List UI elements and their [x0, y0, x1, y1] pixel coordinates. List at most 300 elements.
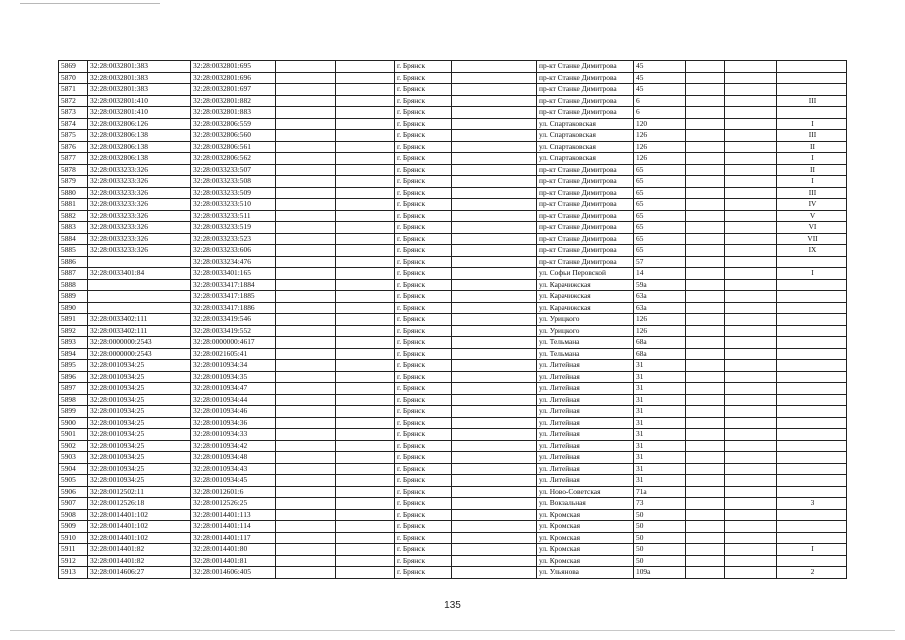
cell-empty — [452, 256, 537, 268]
cell-empty — [276, 463, 336, 475]
cell-cad: 32:28:0032801:697 — [191, 84, 276, 96]
cell-flat: III — [777, 130, 847, 142]
cell-cad-parent: 32:28:0010934:25 — [88, 394, 191, 406]
cell-empty — [452, 222, 537, 234]
cell-empty — [276, 222, 336, 234]
cell-empty — [336, 199, 395, 211]
cell-n: 5884 — [59, 233, 88, 245]
cell-cad: 32:28:0032806:559 — [191, 118, 276, 130]
table-row — [59, 521, 847, 533]
cell-house: 65 — [634, 233, 686, 245]
cell-cad: 32:28:0014606:405 — [191, 567, 276, 579]
cell-empty — [276, 291, 336, 303]
cell-empty — [452, 498, 537, 510]
cell-empty — [276, 153, 336, 165]
cell-empty — [725, 130, 777, 142]
cell-house: 126 — [634, 153, 686, 165]
cell-empty — [336, 141, 395, 153]
cell-city: г. Брянск — [395, 245, 452, 257]
cell-cad: 32:28:0010934:43 — [191, 463, 276, 475]
cell-cad-parent — [88, 256, 191, 268]
cell-house: 45 — [634, 61, 686, 73]
cell-flat: III — [777, 95, 847, 107]
cell-cad: 32:28:0032801:696 — [191, 72, 276, 84]
cell-empty — [336, 130, 395, 142]
cell-cad: 32:28:0010934:34 — [191, 360, 276, 372]
cell-empty — [452, 95, 537, 107]
cell-empty — [452, 360, 537, 372]
cell-empty — [686, 95, 725, 107]
cell-empty — [686, 141, 725, 153]
cell-empty — [725, 291, 777, 303]
cell-street: ул. Литейная — [537, 463, 634, 475]
table-row — [59, 509, 847, 521]
table-row — [59, 245, 847, 257]
cell-street: ул. Кромская — [537, 509, 634, 521]
cell-cad-parent: 32:28:0032806:138 — [88, 153, 191, 165]
table-row — [59, 279, 847, 291]
cell-empty — [686, 199, 725, 211]
cell-empty — [276, 440, 336, 452]
cell-n: 5878 — [59, 164, 88, 176]
cell-n: 5910 — [59, 532, 88, 544]
cell-empty — [276, 325, 336, 337]
cell-city: г. Брянск — [395, 107, 452, 119]
cell-n: 5893 — [59, 337, 88, 349]
cell-empty — [336, 371, 395, 383]
cell-empty — [336, 452, 395, 464]
cell-empty — [336, 164, 395, 176]
cell-city: г. Брянск — [395, 130, 452, 142]
table-row — [59, 164, 847, 176]
cell-empty — [276, 544, 336, 556]
cell-empty — [336, 245, 395, 257]
registry-rows — [59, 61, 847, 579]
cell-empty — [336, 417, 395, 429]
cell-cad-parent: 32:28:0032806:126 — [88, 118, 191, 130]
cell-empty — [452, 371, 537, 383]
cell-empty — [336, 233, 395, 245]
cell-empty — [686, 222, 725, 234]
cell-empty — [452, 233, 537, 245]
cell-empty — [686, 509, 725, 521]
cell-empty — [276, 95, 336, 107]
cell-empty — [725, 199, 777, 211]
cell-flat — [777, 452, 847, 464]
cell-empty — [725, 429, 777, 441]
cell-empty — [276, 498, 336, 510]
cell-street: пр-кт Станке Димитрова — [537, 72, 634, 84]
cell-city: г. Брянск — [395, 72, 452, 84]
cell-empty — [276, 302, 336, 314]
cell-house: 50 — [634, 509, 686, 521]
cell-empty — [452, 383, 537, 395]
cell-city: г. Брянск — [395, 291, 452, 303]
cell-n: 5892 — [59, 325, 88, 337]
cell-n: 5896 — [59, 371, 88, 383]
cell-empty — [725, 279, 777, 291]
cell-n: 5883 — [59, 222, 88, 234]
cell-cad: 32:28:0033417:1886 — [191, 302, 276, 314]
cell-empty — [686, 245, 725, 257]
cell-city: г. Брянск — [395, 268, 452, 280]
cell-city: г. Брянск — [395, 371, 452, 383]
cell-flat: VII — [777, 233, 847, 245]
scan-edge-line — [20, 3, 160, 4]
cell-empty — [725, 475, 777, 487]
cell-empty — [276, 256, 336, 268]
cell-street: ул. Литейная — [537, 475, 634, 487]
cell-empty — [452, 118, 537, 130]
cell-cad-parent: 32:28:0033401:84 — [88, 268, 191, 280]
cell-street: ул. Карачижская — [537, 302, 634, 314]
cell-flat — [777, 509, 847, 521]
cell-empty — [276, 107, 336, 119]
cell-empty — [452, 475, 537, 487]
cell-empty — [452, 337, 537, 349]
cell-empty — [686, 567, 725, 579]
table-row — [59, 555, 847, 567]
cell-empty — [686, 268, 725, 280]
cell-empty — [336, 291, 395, 303]
cell-cad: 32:28:0012526:25 — [191, 498, 276, 510]
cell-empty — [452, 544, 537, 556]
cell-empty — [686, 544, 725, 556]
cell-cad-parent — [88, 279, 191, 291]
cell-house: 126 — [634, 314, 686, 326]
cell-empty — [336, 279, 395, 291]
cell-house: 31 — [634, 452, 686, 464]
cell-flat: IX — [777, 245, 847, 257]
cell-n: 5873 — [59, 107, 88, 119]
cell-house: 31 — [634, 463, 686, 475]
cell-empty — [452, 463, 537, 475]
cell-empty — [686, 130, 725, 142]
cell-cad: 32:28:0033234:476 — [191, 256, 276, 268]
cell-house: 65 — [634, 245, 686, 257]
cell-city: г. Брянск — [395, 222, 452, 234]
cell-city: г. Брянск — [395, 187, 452, 199]
table-row — [59, 291, 847, 303]
cell-cad: 32:28:0033233:508 — [191, 176, 276, 188]
cell-cad-parent: 32:28:0012502:11 — [88, 486, 191, 498]
table-row — [59, 222, 847, 234]
cell-flat — [777, 72, 847, 84]
cell-city: г. Брянск — [395, 337, 452, 349]
cell-flat — [777, 521, 847, 533]
cell-house: 57 — [634, 256, 686, 268]
cell-n: 5869 — [59, 61, 88, 73]
cell-empty — [725, 417, 777, 429]
cell-city: г. Брянск — [395, 498, 452, 510]
cell-empty — [725, 118, 777, 130]
cell-cad-parent: 32:28:0010934:25 — [88, 417, 191, 429]
cell-street: ул. Тельмана — [537, 337, 634, 349]
cell-n: 5888 — [59, 279, 88, 291]
cell-cad: 32:28:0033233:606 — [191, 245, 276, 257]
cell-street: ул. Литейная — [537, 383, 634, 395]
table-row — [59, 314, 847, 326]
cell-cad: 32:28:0014401:113 — [191, 509, 276, 521]
cell-cad-parent: 32:28:0010934:25 — [88, 383, 191, 395]
cell-empty — [686, 521, 725, 533]
cell-n: 5909 — [59, 521, 88, 533]
cell-house: 65 — [634, 176, 686, 188]
cell-empty — [276, 245, 336, 257]
table-row — [59, 256, 847, 268]
table-row — [59, 417, 847, 429]
cell-n: 5913 — [59, 567, 88, 579]
cell-street: ул. Кромская — [537, 521, 634, 533]
cell-empty — [452, 429, 537, 441]
cell-empty — [276, 521, 336, 533]
cell-flat — [777, 429, 847, 441]
cell-street: ул. Карачижская — [537, 279, 634, 291]
cell-street: ул. Литейная — [537, 371, 634, 383]
cell-cad-parent: 32:28:0033233:326 — [88, 210, 191, 222]
cell-empty — [336, 509, 395, 521]
cell-empty — [336, 84, 395, 96]
cell-empty — [725, 383, 777, 395]
cell-n: 5875 — [59, 130, 88, 142]
table-row — [59, 199, 847, 211]
cell-city: г. Брянск — [395, 544, 452, 556]
cell-empty — [336, 532, 395, 544]
cell-cad-parent: 32:28:0033233:326 — [88, 233, 191, 245]
cell-empty — [725, 371, 777, 383]
cell-empty — [336, 325, 395, 337]
cell-street: пр-кт Станке Димитрова — [537, 187, 634, 199]
cell-empty — [686, 337, 725, 349]
cell-cad-parent: 32:28:0033233:326 — [88, 176, 191, 188]
cell-street: пр-кт Станке Димитрова — [537, 245, 634, 257]
table-row — [59, 84, 847, 96]
cell-empty — [452, 302, 537, 314]
cell-cad: 32:28:0021605:41 — [191, 348, 276, 360]
cell-street: ул. Урицкого — [537, 325, 634, 337]
cell-empty — [276, 371, 336, 383]
cell-n: 5899 — [59, 406, 88, 418]
cell-flat: 2 — [777, 567, 847, 579]
cell-empty — [336, 567, 395, 579]
cell-city: г. Брянск — [395, 233, 452, 245]
cell-flat — [777, 555, 847, 567]
cell-flat — [777, 486, 847, 498]
cell-empty — [725, 187, 777, 199]
cell-city: г. Брянск — [395, 84, 452, 96]
table-row — [59, 176, 847, 188]
cell-cad: 32:28:0010934:35 — [191, 371, 276, 383]
cell-house: 63а — [634, 291, 686, 303]
cell-cad-parent: 32:28:0000000:2543 — [88, 337, 191, 349]
cell-empty — [336, 95, 395, 107]
cell-n: 5903 — [59, 452, 88, 464]
table-row — [59, 463, 847, 475]
cell-street: ул. Тельмана — [537, 348, 634, 360]
cell-empty — [276, 314, 336, 326]
cell-empty — [686, 256, 725, 268]
cell-cad: 32:28:0033417:1885 — [191, 291, 276, 303]
cell-empty — [452, 452, 537, 464]
cell-house: 50 — [634, 532, 686, 544]
cell-house: 31 — [634, 417, 686, 429]
cell-street: пр-кт Станке Димитрова — [537, 84, 634, 96]
table-row — [59, 371, 847, 383]
cell-house: 31 — [634, 440, 686, 452]
cell-cad-parent: 32:28:0033233:326 — [88, 245, 191, 257]
cell-street: пр-кт Станке Димитрова — [537, 61, 634, 73]
cell-empty — [725, 153, 777, 165]
cell-cad: 32:28:0032801:883 — [191, 107, 276, 119]
cell-empty — [725, 463, 777, 475]
cell-cad-parent: 32:28:0033233:326 — [88, 187, 191, 199]
cell-cad-parent: 32:28:0033233:326 — [88, 222, 191, 234]
cell-empty — [725, 268, 777, 280]
cell-city: г. Брянск — [395, 360, 452, 372]
cell-empty — [276, 61, 336, 73]
cell-cad-parent: 32:28:0032801:383 — [88, 72, 191, 84]
cell-cad: 32:28:0014401:114 — [191, 521, 276, 533]
cell-house: 45 — [634, 84, 686, 96]
cell-street: ул. Ульянова — [537, 567, 634, 579]
cell-empty — [336, 544, 395, 556]
cell-house: 45 — [634, 72, 686, 84]
table-row — [59, 187, 847, 199]
cell-empty — [336, 187, 395, 199]
cell-cad-parent: 32:28:0012526:18 — [88, 498, 191, 510]
cell-empty — [686, 164, 725, 176]
cell-house: 50 — [634, 544, 686, 556]
cell-n: 5880 — [59, 187, 88, 199]
table-row — [59, 360, 847, 372]
registry-table — [58, 60, 847, 579]
cell-cad-parent: 32:28:0010934:25 — [88, 452, 191, 464]
cell-empty — [686, 417, 725, 429]
cell-empty — [276, 337, 336, 349]
cell-city: г. Брянск — [395, 210, 452, 222]
cell-empty — [452, 107, 537, 119]
cell-n: 5908 — [59, 509, 88, 521]
cell-empty — [686, 302, 725, 314]
cell-empty — [452, 199, 537, 211]
cell-empty — [452, 153, 537, 165]
cell-cad-parent: 32:28:0033233:326 — [88, 199, 191, 211]
cell-empty — [686, 394, 725, 406]
cell-empty — [452, 406, 537, 418]
cell-cad-parent: 32:28:0032801:383 — [88, 84, 191, 96]
cell-empty — [686, 371, 725, 383]
cell-empty — [725, 509, 777, 521]
table-row — [59, 348, 847, 360]
cell-house: 126 — [634, 141, 686, 153]
cell-street: ул. Литейная — [537, 429, 634, 441]
cell-empty — [725, 302, 777, 314]
cell-cad-parent: 32:28:0010934:25 — [88, 475, 191, 487]
cell-n: 5895 — [59, 360, 88, 372]
cell-n: 5877 — [59, 153, 88, 165]
table-row — [59, 498, 847, 510]
cell-empty — [725, 222, 777, 234]
cell-street: пр-кт Станке Димитрова — [537, 95, 634, 107]
cell-empty — [686, 360, 725, 372]
cell-empty — [725, 360, 777, 372]
cell-street: ул. Софьи Перовской — [537, 268, 634, 280]
cell-empty — [452, 84, 537, 96]
cell-house: 126 — [634, 325, 686, 337]
cell-flat — [777, 84, 847, 96]
cell-empty — [276, 210, 336, 222]
cell-empty — [336, 475, 395, 487]
table-row — [59, 107, 847, 119]
cell-city: г. Брянск — [395, 429, 452, 441]
table-row — [59, 383, 847, 395]
cell-empty — [725, 440, 777, 452]
cell-empty — [276, 383, 336, 395]
cell-street: ул. Карачижская — [537, 291, 634, 303]
cell-house: 50 — [634, 555, 686, 567]
cell-house: 31 — [634, 429, 686, 441]
cell-flat — [777, 348, 847, 360]
cell-cad-parent: 32:28:0033402:111 — [88, 325, 191, 337]
cell-empty — [336, 394, 395, 406]
cell-n: 5885 — [59, 245, 88, 257]
cell-cad: 32:28:0033233:507 — [191, 164, 276, 176]
cell-empty — [276, 360, 336, 372]
cell-empty — [276, 279, 336, 291]
cell-street: ул. Спартаковская — [537, 141, 634, 153]
cell-street: ул. Литейная — [537, 417, 634, 429]
cell-empty — [686, 406, 725, 418]
cell-empty — [336, 348, 395, 360]
cell-empty — [276, 187, 336, 199]
cell-n: 5904 — [59, 463, 88, 475]
cell-street: пр-кт Станке Димитрова — [537, 222, 634, 234]
cell-n: 5907 — [59, 498, 88, 510]
table-row — [59, 394, 847, 406]
cell-house: 65 — [634, 222, 686, 234]
cell-empty — [276, 509, 336, 521]
cell-city: г. Брянск — [395, 509, 452, 521]
table-row — [59, 153, 847, 165]
cell-cad: 32:28:0010934:33 — [191, 429, 276, 441]
cell-flat — [777, 475, 847, 487]
cell-empty — [336, 429, 395, 441]
cell-empty — [686, 555, 725, 567]
cell-street: ул. Спартаковская — [537, 130, 634, 142]
cell-house: 31 — [634, 383, 686, 395]
cell-empty — [452, 532, 537, 544]
cell-empty — [336, 153, 395, 165]
cell-empty — [276, 164, 336, 176]
cell-empty — [452, 486, 537, 498]
cell-city: г. Брянск — [395, 348, 452, 360]
cell-house: 65 — [634, 199, 686, 211]
cell-cad-parent: 32:28:0032806:138 — [88, 141, 191, 153]
cell-empty — [452, 394, 537, 406]
cell-empty — [452, 291, 537, 303]
table-row — [59, 325, 847, 337]
cell-house: 31 — [634, 360, 686, 372]
table-row — [59, 61, 847, 73]
table-row — [59, 452, 847, 464]
cell-empty — [452, 325, 537, 337]
cell-flat: 3 — [777, 498, 847, 510]
cell-empty — [276, 567, 336, 579]
table-row — [59, 440, 847, 452]
cell-empty — [725, 95, 777, 107]
cell-house: 71а — [634, 486, 686, 498]
cell-empty — [336, 383, 395, 395]
